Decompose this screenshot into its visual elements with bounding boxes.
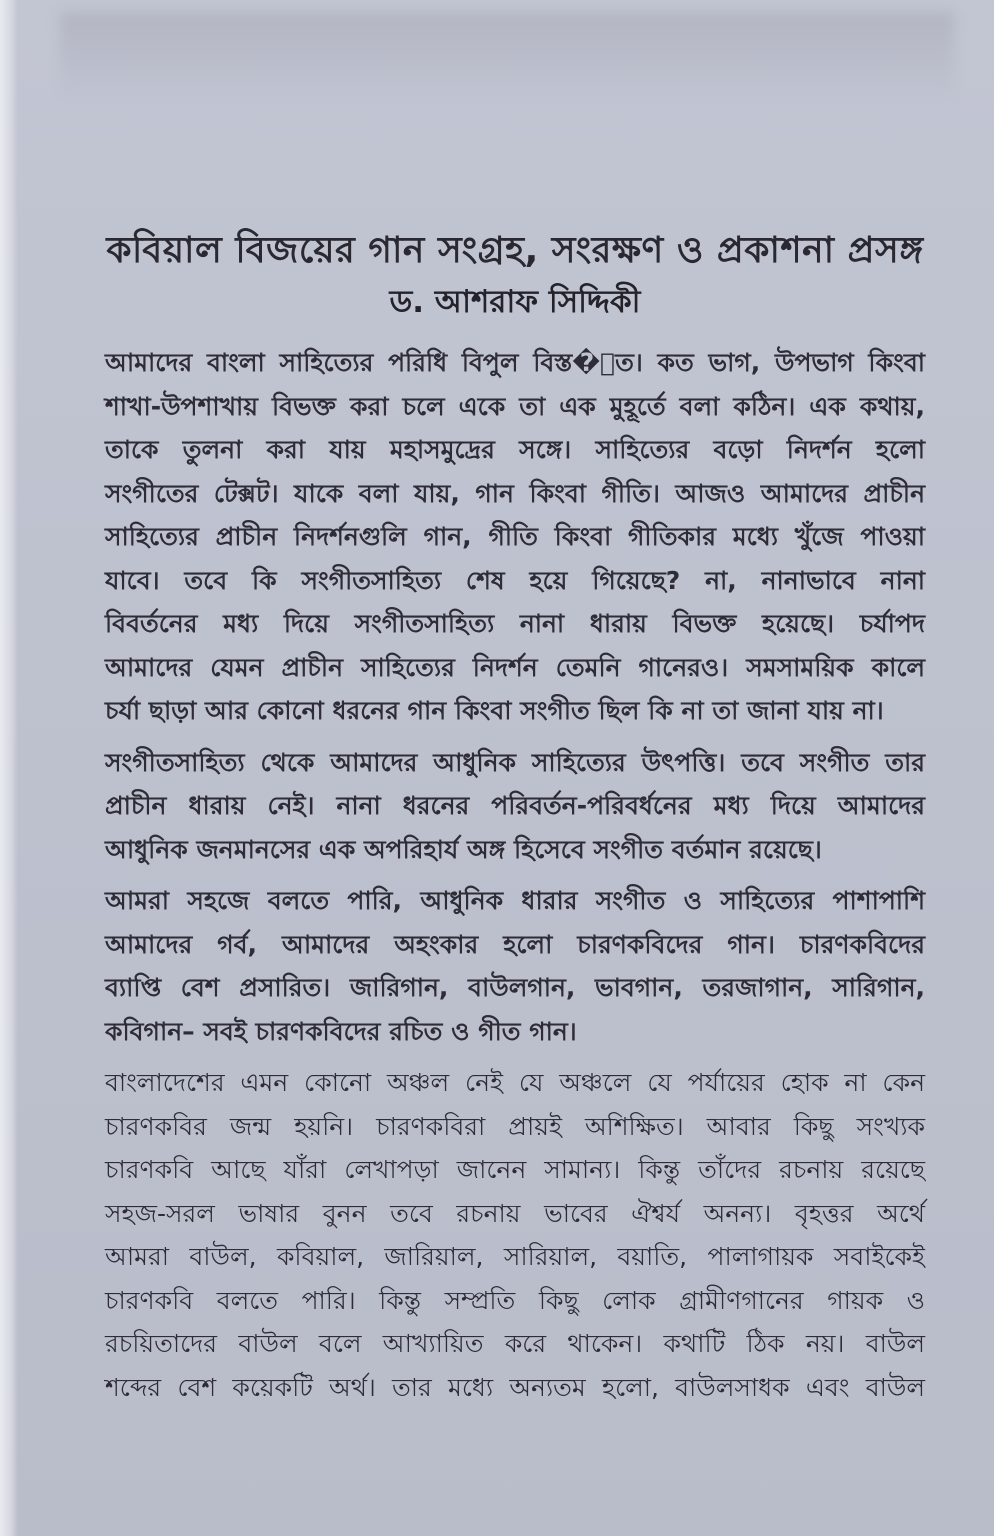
text-line: বাংলাদেশের এমন কোনো অঞ্চল নেই যে অঞ্চলে যে পর্যায়ের হোক না কেন [105, 1068, 925, 1097]
paragraph-1 [105, 341, 925, 733]
show-through-text [60, 12, 954, 102]
text-line: সহজ-সরল ভাষার বুনন তবে রচনায় ভাবের ঐশ্বর্য অনন্য। বৃহত্তর অর্থে [105, 1198, 925, 1228]
text-line: আমাদের বাংলা সাহিত্যের পরিধি বিপুল বিস্ত�ৃত। কত ভাগ, উপভাগ কিংবা [105, 348, 925, 377]
text-line: কবিগান– সবই চারণকবিদের রচিত ও গীত গান। [105, 1016, 577, 1046]
text-line: আমাদের যেমন প্রাচীন সাহিত্যের নিদর্শন তেমনি গানেরও। সমসাময়িক কালে [105, 652, 925, 682]
text-line: আমরা সহজে বলতে পারি, আধুনিক ধারার সংগীত ও সাহিত্যের পাশাপাশি [105, 886, 925, 915]
article-title: কবিয়াল বিজয়ের গান সংগ্রহ, সংরক্ষণ ও প্রকাশনা প্রসঙ্গ [106, 230, 924, 271]
text-line: ব্যাপ্তি বেশ প্রসারিত। জারিগান, বাউলগান, ভাবগান, তরজাগান, সারিগান, [105, 973, 925, 1002]
paragraph-4 [105, 1061, 925, 1409]
text-line: আমরা বাউল, কবিয়াল, জারিয়াল, সারিয়াল, বয়াতি, পালাগায়ক সবাইকেই [105, 1242, 925, 1271]
text-line: চর্যা ছাড়া আর কোনো ধরনের গান কিংবা সংগীত ছিল কি না তা জানা যায় না। [105, 696, 884, 725]
text-line: বিবর্তনের মধ্য দিয়ে সংগীতসাহিত্য নানা ধারায় বিভক্ত হয়েছে। চর্যাপদ [105, 609, 925, 638]
text-line: সংগীতের টেক্সট। যাকে বলা যায়, গান কিংবা গীতি। আজও আমাদের প্রাচীন [105, 478, 925, 508]
text-line: চারণকবি আছে যাঁরা লেখাপড়া জানেন সামান্য। কিন্তু তাঁদের রচনায় রয়েছে [105, 1155, 925, 1184]
text-line: শব্দের বেশ কয়েকটি অর্থ। তার মধ্যে অন্যতম হলো, বাউলসাধক এবং বাউল [105, 1372, 925, 1402]
page-edge-shadow [0, 0, 18, 1536]
text-line: সাহিত্যের প্রাচীন নিদর্শনগুলি গান, গীতি কিংবা গীতিকার মধ্যে খুঁজে পাওয়া [105, 522, 925, 551]
text-line: রচয়িতাদের বাউল বলে আখ্যায়িত করে থাকেন। কথাটি ঠিক নয়। বাউল [105, 1329, 925, 1358]
text-line: আধুনিক জনমানসের এক অপরিহার্য অঙ্গ হিসেবে সংগীত বর্তমান রয়েছে। [105, 834, 822, 864]
text-line: তাকে তুলনা করা যায় মহাসমুদ্রের সঙ্গে। সাহিত্যের বড়ো নিদর্শন হলো [105, 435, 925, 464]
text-line: শাখা-উপশাখায় বিভক্ত করা চলে একে তা এক মুহূর্তে বলা কঠিন। এক কথায়, [105, 391, 925, 421]
text-line: চারণকবির জন্ম হয়নি। চারণকবিরা প্রায়ই অশিক্ষিত। আবার কিছু সংখ্যক [105, 1111, 925, 1141]
article-author: ড. আশরাফ সিদ্দিকী [389, 284, 641, 320]
text-line: সংগীতসাহিত্য থেকে আমাদের আধুনিক সাহিত্যের উৎপত্তি। তবে সংগীত তার [105, 747, 925, 777]
paragraph-2 [105, 741, 925, 872]
article [105, 225, 925, 1417]
text-line: চারণকবি বলতে পারি। কিন্তু সম্প্রতি কিছু লোক গ্রামীণগানের গায়ক ও [105, 1285, 925, 1315]
text-line: আমাদের গর্ব, আমাদের অহংকার হলো চারণকবিদের গান। চারণকবিদের [105, 929, 925, 959]
text-line: যাবে। তবে কি সংগীতসাহিত্য শেষ হয়ে গিয়েছে? না, নানাভাবে নানা [105, 565, 925, 595]
paragraph-3 [105, 879, 925, 1053]
text-line: প্রাচীন ধারায় নেই। নানা ধরনের পরিবর্তন-পরিবর্ধনের মধ্য দিয়ে আমাদের [105, 791, 925, 820]
